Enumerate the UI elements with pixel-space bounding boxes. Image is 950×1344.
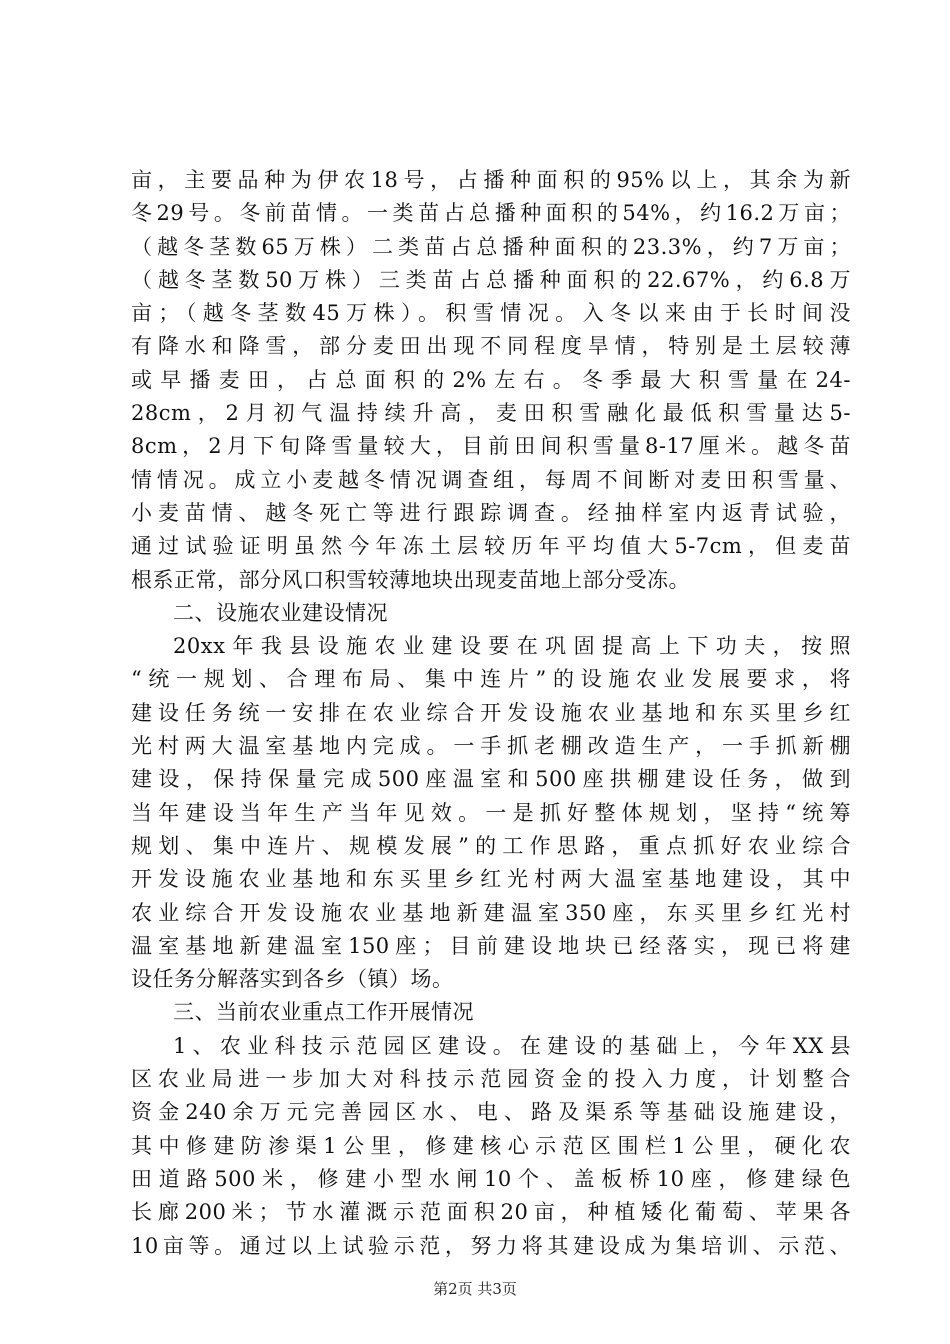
text-line: 规划、集中连片、规模发展”的工作思路，重点抓好农业综合: [131, 833, 851, 858]
text-line: “统一规划、合理布局、集中连片”的设施农业发展要求，将: [131, 667, 851, 692]
text-line: 资金240余万元完善园区水、电、路及渠系等基础设施建设，: [131, 1100, 851, 1125]
text-line: 建设任务统一安排在农业综合开发设施农业基地和东买里乡红: [131, 700, 851, 725]
text-line: 28cm，2月初气温持续升高，麦田积雪融化最低积雪量达5-: [131, 401, 851, 426]
section-heading: 二、设施农业建设情况: [173, 600, 388, 625]
text-line: 亩；（越冬茎数45万株）。积雪情况。入冬以来由于长时间没: [131, 301, 851, 326]
text-line: 当年建设当年生产当年见效。一是抓好整体规划，坚持“统筹: [131, 800, 851, 825]
paragraph-first-line: 1、农业科技示范园区建设。在建设的基础上，今年XX县: [173, 1033, 851, 1058]
text-line: （越冬茎数50万株）三类苗占总播种面积的22.67%，约6.8万: [131, 267, 851, 292]
text-line: 温室基地新建温室150座；目前建设地块已经落实，现已将建: [131, 933, 851, 958]
text-line: 8cm，2月下旬降雪量较大，目前田间积雪量8-17厘米。越冬苗: [131, 434, 851, 459]
text-line: 亩，主要品种为伊农18号，占播种面积的95%以上，其余为新: [131, 168, 851, 192]
text-line: 10亩等。通过以上试验示范，努力将其建设成为集培训、示范、: [131, 1233, 851, 1258]
text-line: 根系正常，部分风口积雪较薄地块出现麦苗地上部分受冻。: [131, 567, 690, 592]
text-line: 长廊200米；节水灌溉示范面积20亩，种植矮化葡萄、苹果各: [131, 1200, 851, 1225]
page-number-footer: 第2页 共3页: [433, 1280, 517, 1298]
text-line: 通过试验证明虽然今年冻土层较历年平均值大5-7cm，但麦苗: [131, 534, 851, 559]
text-line: 开发设施农业基地和东买里乡红光村两大温室基地建设，其中: [131, 867, 851, 892]
text-line: 有降水和降雪，部分麦田出现不同程度旱情，特别是土层较薄: [131, 334, 851, 359]
document-body: [131, 164, 851, 1263]
paragraph-first-line: 20xx年我县设施农业建设要在巩固提高上下功夫，按照: [173, 634, 851, 659]
text-line: 农业综合开发设施农业基地新建温室350座，东买里乡红光村: [131, 900, 851, 925]
text-line: 建设，保持保量完成500座温室和500座拱棚建设任务，做到: [131, 767, 851, 792]
text-line: 小麦苗情、越冬死亡等进行跟踪调查。经抽样室内返青试验，: [131, 500, 851, 525]
text-line: （越冬茎数65万株）二类苗占总播种面积的23.3%，约7万亩；: [131, 234, 851, 259]
text-line: 其中修建防渗渠1公里，修建核心示范区围栏1公里，硬化农: [131, 1133, 851, 1158]
text-line: 或早播麦田，占总面积的2%左右。冬季最大积雪量在24-: [131, 367, 851, 392]
section-heading: 三、当前农业重点工作开展情况: [173, 1000, 474, 1025]
text-line: 设任务分解落实到各乡（镇）场。: [131, 967, 454, 992]
text-line: 光村两大温室基地内完成。一手抓老棚改造生产，一手抓新棚: [131, 734, 851, 759]
text-line: 区农业局进一步加大对科技示范园资金的投入力度，计划整合: [131, 1067, 851, 1092]
text-line: 田道路500米，修建小型水闸10个、盖板桥10座，修建绿色: [131, 1166, 851, 1191]
text-line: 冬29号。冬前苗情。一类苗占总播种面积的54%，约16.2万亩；: [131, 201, 851, 226]
text-line: 情情况。成立小麦越冬情况调查组，每周不间断对麦田积雪量、: [131, 467, 851, 492]
